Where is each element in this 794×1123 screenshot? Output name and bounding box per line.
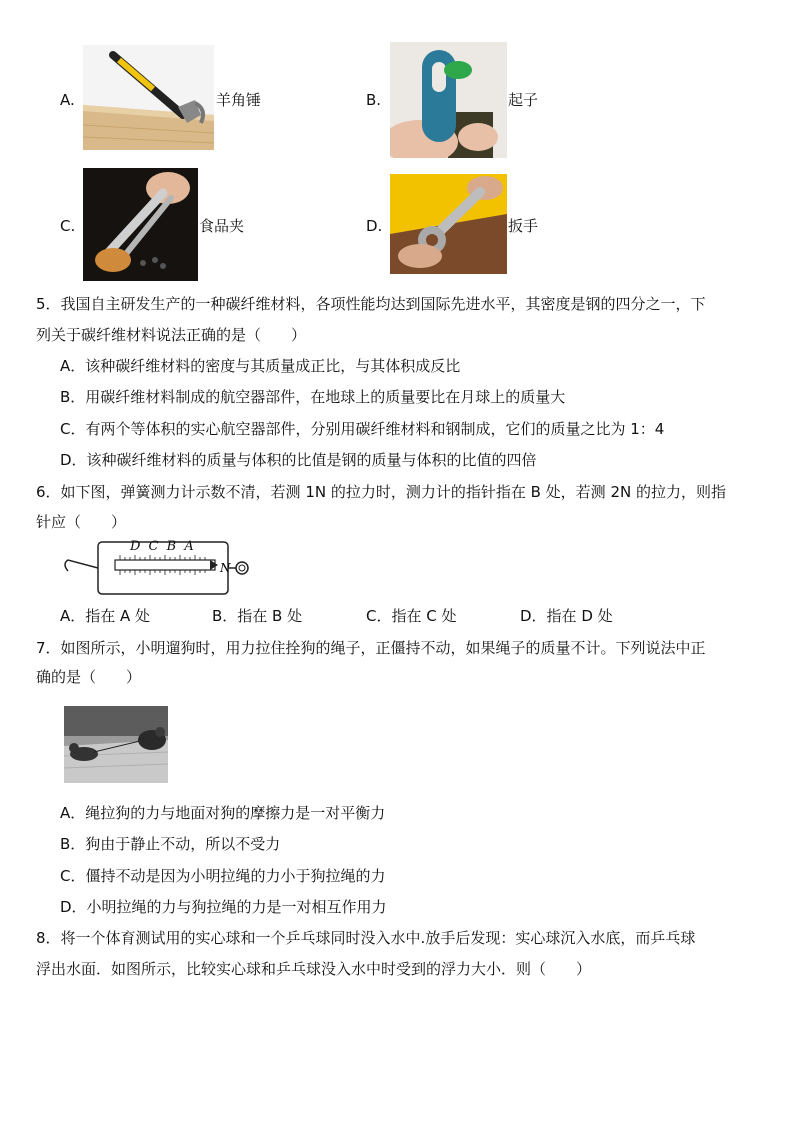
- q7-option-b: B．狗由于静止不动，所以不受力: [60, 835, 281, 853]
- q5-option-c: C．有两个等体积的实心航空器部件，分别用碳纤维材料和钢制成，它们的质量之比为 1：4: [60, 420, 665, 438]
- q5-stem-line2: 列关于碳纤维材料说法正确的是（ ）: [36, 326, 307, 344]
- q4-option-b-label: 起子: [508, 91, 539, 109]
- scale-letters: D C B A: [130, 539, 196, 554]
- q5-option-d: D．该种碳纤维材料的质量与体积的比值是钢的质量与体积的比值的四倍: [60, 451, 537, 469]
- q7-option-c: C．僵持不动是因为小明拉绳的力小于狗拉绳的力: [60, 867, 386, 885]
- dog-walking-image: [64, 706, 168, 783]
- q6-option-c: C．指在 C 处: [366, 607, 457, 625]
- q4-option-b-letter: B.: [366, 91, 382, 109]
- svg-text:N: N: [220, 561, 231, 575]
- q4-option-d-label: 扳手: [508, 217, 539, 235]
- q6-option-d: D．指在 D 处: [520, 607, 613, 625]
- q4-option-a-label: 羊角锤: [216, 91, 262, 109]
- q4-option-c-letter: C.: [60, 217, 76, 235]
- q5-option-a: A．该种碳纤维材料的密度与其质量成正比，与其体积成反比: [60, 357, 461, 375]
- food-tongs-image: [83, 168, 198, 281]
- q4-option-c-label: 食品夹: [199, 217, 245, 235]
- hammer-image: [83, 45, 214, 150]
- q7-stem-line1: 7．如图所示，小明遛狗时，用力拉住拴狗的绳子，正僵持不动，如果绳子的质量不计。下列说法中正: [36, 639, 706, 657]
- q6-option-a: A．指在 A 处: [60, 607, 151, 625]
- q8-stem-line1: 8．将一个体育测试用的实心球和一个乒乓球同时没入水中.放手后发现：实心球沉入水底，而乒乓球: [36, 929, 696, 947]
- q4-option-a-letter: A.: [60, 91, 75, 109]
- q6-stem-line1: 6．如下图，弹簧测力计示数不清，若测 1N 的拉力时，测力计的指针指在 B 处，若测 2N 的拉力，则指: [36, 483, 726, 501]
- wrench-image: [390, 174, 507, 274]
- q6-option-b: B．指在 B 处: [212, 607, 303, 625]
- q8-stem-line2: 浮出水面．如图所示，比较实心球和乒乓球没入水中时受到的浮力大小．则（ ）: [36, 960, 592, 978]
- q5-option-b: B．用碳纤维材料制成的航空器部件，在地球上的质量要比在月球上的质量大: [60, 388, 566, 406]
- q7-stem-line2: 确的是（ ）: [36, 668, 142, 686]
- q4-option-d-letter: D.: [366, 217, 383, 235]
- q5-stem-line1: 5．我国自主研发生产的一种碳纤维材料，各项性能均达到国际先进水平，其密度是钢的四分之一，下: [36, 295, 706, 313]
- q6-stem-line2: 针应（ ）: [36, 513, 127, 531]
- bottle-opener-image: [390, 42, 507, 158]
- q7-option-d: D．小明拉绳的力与狗拉绳的力是一对相互作用力: [60, 898, 387, 916]
- spring-scale-diagram: [60, 538, 252, 596]
- q7-option-a: A．绳拉狗的力与地面对狗的摩擦力是一对平衡力: [60, 804, 386, 822]
